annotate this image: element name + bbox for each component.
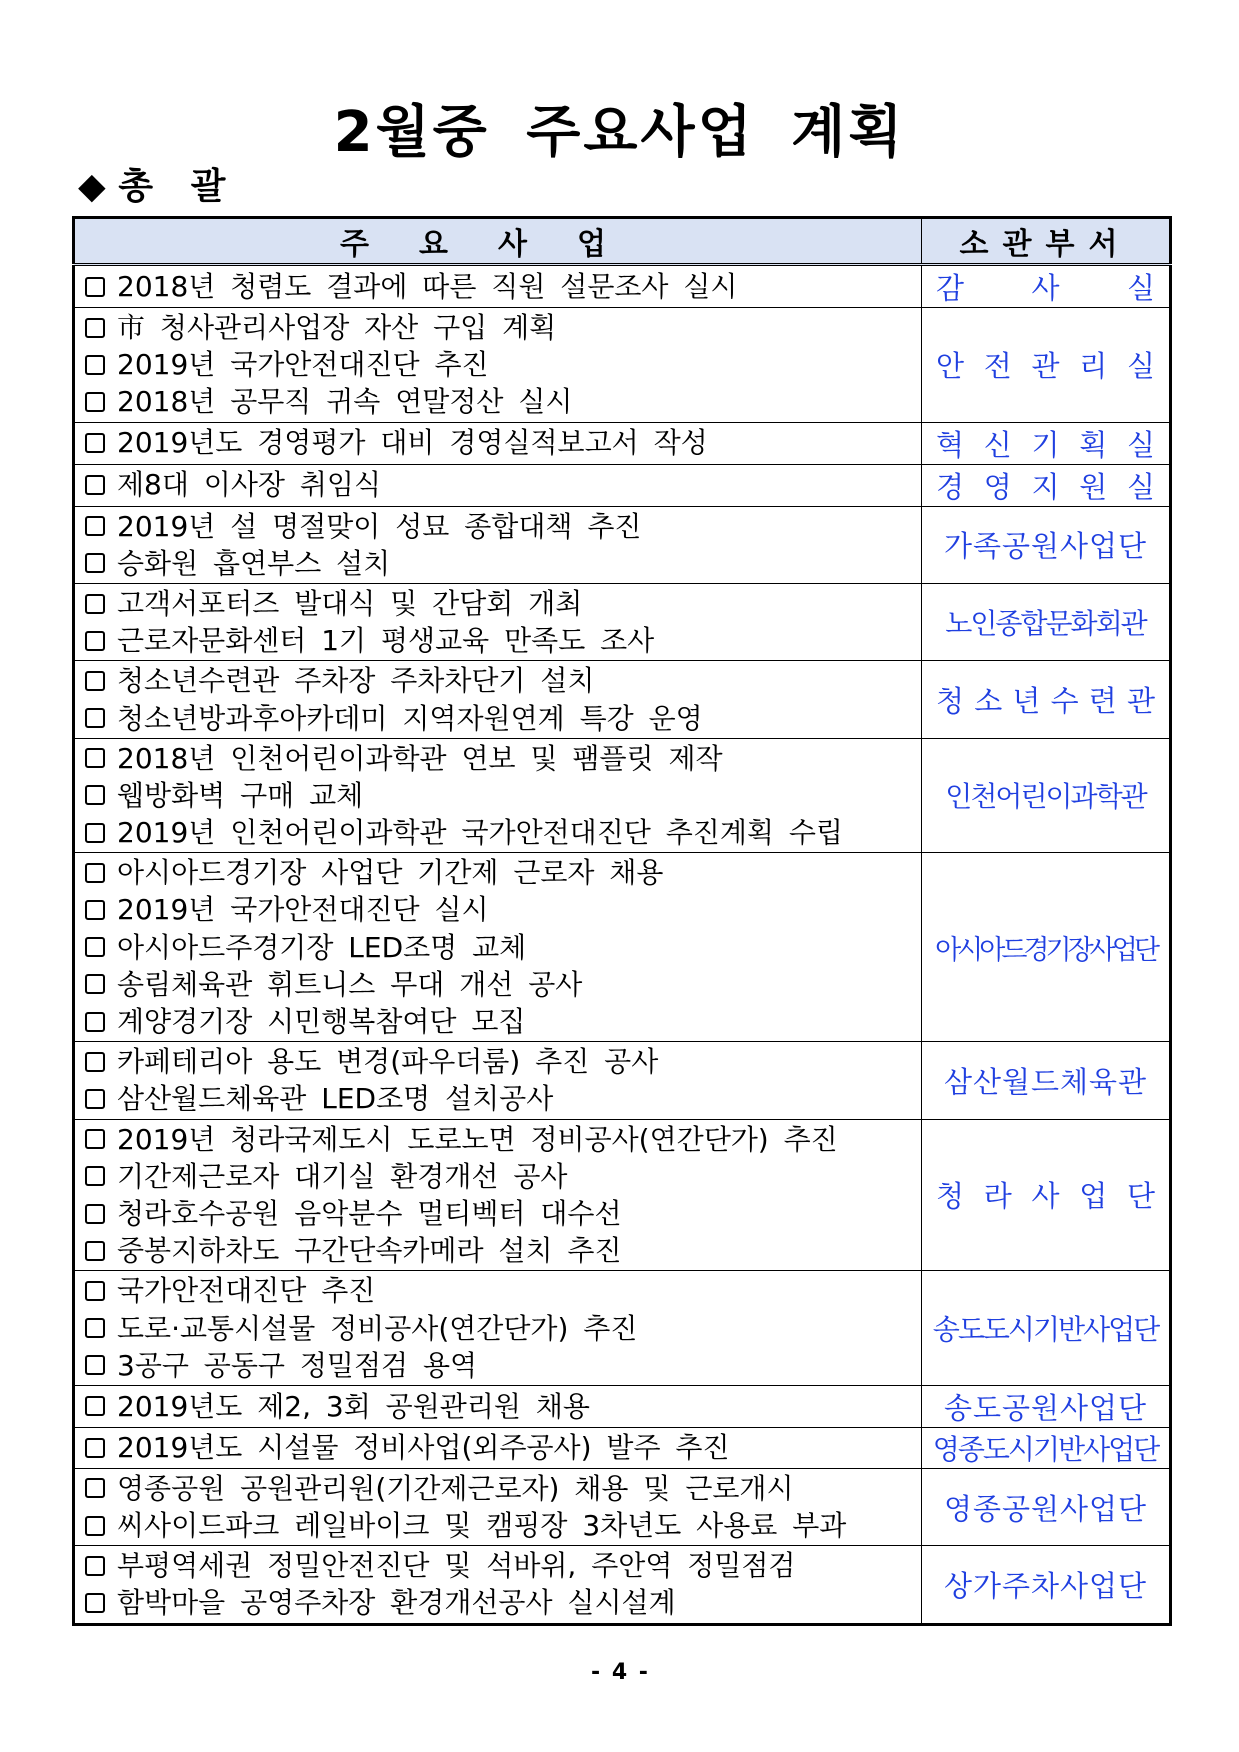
- department-cell: [922, 1427, 1171, 1468]
- table-row: [74, 738, 1171, 853]
- header-department: 소관부서: [922, 218, 1171, 265]
- department-cell: [922, 265, 1171, 308]
- page-number: - 4 -: [591, 1660, 648, 1685]
- business-item-label: 2019년 청라국제도시 도로노면 정비공사(연간단가) 추진: [117, 1122, 838, 1156]
- business-item: [85, 424, 915, 461]
- section-heading: ◆ 총 괄: [78, 166, 226, 207]
- business-items-cell: [74, 853, 922, 1042]
- business-item: [85, 268, 915, 305]
- business-item: [85, 1080, 915, 1117]
- department-label: [930, 1174, 1161, 1215]
- checkbox-square-icon: [85, 1204, 105, 1224]
- business-items-cell: [74, 1271, 922, 1386]
- business-items-cell: [74, 506, 922, 583]
- business-item: [85, 1003, 915, 1040]
- table-row: [74, 464, 1171, 506]
- business-item-label: 청소년수련관 주차장 주차차단기 설치: [117, 664, 595, 698]
- business-item-label: 2019년 국가안전대진단 실시: [117, 893, 489, 927]
- business-item: [85, 545, 915, 582]
- department-label: 송도도시기반사업단: [932, 1313, 1159, 1347]
- business-items-cell: [74, 1468, 922, 1545]
- table-row: [74, 265, 1171, 308]
- department-cell: [922, 506, 1171, 583]
- business-item-label: 2019년 국가안전대진단 추진: [117, 348, 489, 382]
- business-item: [85, 508, 915, 545]
- business-item-label: 아시아드주경기장 LED조명 교체: [117, 930, 527, 964]
- table-row: [74, 583, 1171, 660]
- checkbox-square-icon: [85, 708, 105, 728]
- department-label-char: 기: [1031, 427, 1060, 462]
- business-item-label: 카페테리아 용도 변경(파우더룸) 추진 공사: [117, 1045, 659, 1079]
- department-label-char: 관: [1126, 684, 1155, 718]
- checkbox-square-icon: [85, 1166, 105, 1186]
- checkbox-square-icon: [85, 277, 105, 297]
- table-row: [74, 1271, 1171, 1386]
- department-label: 가족공원사업단: [943, 529, 1148, 564]
- page-title: 2월중 주요사업 계획: [333, 100, 906, 165]
- checkbox-square-icon: [85, 475, 105, 495]
- business-item-label: 3공구 공동구 정밀점검 용역: [117, 1348, 478, 1382]
- department-label-char: 전: [983, 349, 1012, 384]
- department-label-char: 련: [1088, 684, 1117, 718]
- department-label: 영종도시기반사업단: [932, 1432, 1159, 1466]
- department-cell: [922, 1042, 1171, 1119]
- checkbox-square-icon: [85, 1438, 105, 1458]
- department-label-char: 수: [1050, 684, 1079, 718]
- table-row: [74, 1546, 1171, 1624]
- checkbox-square-icon: [85, 785, 105, 805]
- department-label-char: 감: [936, 271, 965, 305]
- header-business: 주요사업: [74, 218, 922, 265]
- business-item-label: 청소년방과후아카데미 지역자원연계 특강 운영: [117, 701, 703, 735]
- checkbox-square-icon: [85, 1281, 105, 1301]
- department-cell: [922, 308, 1171, 423]
- business-item: [85, 891, 915, 928]
- checkbox-square-icon: [85, 1396, 105, 1416]
- business-item-label: 계양경기장 시민행복참여단 모집: [117, 1005, 526, 1038]
- department-label-char: 혁: [936, 427, 965, 462]
- business-item: [85, 814, 915, 851]
- department-label-char: 단: [1126, 1179, 1155, 1214]
- business-item-label: 2018년 청렴도 결과에 따른 직원 설문조사 실시: [117, 269, 738, 303]
- business-item: [85, 1310, 915, 1347]
- checkbox-square-icon: [85, 1355, 105, 1375]
- business-item: [85, 700, 915, 737]
- department-label-char: 업: [1079, 1179, 1108, 1214]
- business-item-label: 2019년 인천어린이과학관 국가안전대진단 추진계획 수립: [117, 816, 843, 850]
- business-items-cell: [74, 308, 922, 423]
- business-item: [85, 1121, 915, 1158]
- table-row: [74, 308, 1171, 423]
- checkbox-square-icon: [85, 553, 105, 573]
- business-item-label: 도로·교통시설물 정비공사(연간단가) 추진: [117, 1311, 638, 1345]
- business-item: [85, 1195, 915, 1232]
- business-item-label: 영종공원 공원관리원(기간제근로자) 채용 및 근로개시: [117, 1471, 794, 1505]
- checkbox-square-icon: [85, 823, 105, 843]
- business-items-cell: [74, 661, 922, 738]
- business-item: [85, 383, 915, 420]
- business-item-label: 함박마을 공영주차장 환경개선공사 실시설계: [117, 1586, 676, 1620]
- department-label-char: 경: [936, 469, 965, 504]
- table-row: [74, 506, 1171, 583]
- department-label: 삼산월드체육관: [943, 1064, 1148, 1099]
- table-row: [74, 661, 1171, 738]
- department-label: 상가주차사업단: [943, 1568, 1148, 1603]
- business-items-cell: [74, 583, 922, 660]
- business-item-label: 국가안전대진단 추진: [117, 1274, 376, 1308]
- department-label-char: 관: [1031, 349, 1060, 384]
- business-item-label: 2019년도 시설물 정비사업(외주공사) 발주 추진: [117, 1431, 730, 1465]
- business-item: [85, 1388, 915, 1425]
- department-label: 송도공원사업단: [943, 1390, 1148, 1425]
- department-cell: [922, 422, 1171, 464]
- table-row: [74, 853, 1171, 1042]
- checkbox-square-icon: [85, 1478, 105, 1498]
- department-cell: [922, 738, 1171, 853]
- checkbox-square-icon: [85, 631, 105, 651]
- business-item-label: 삼산월드체육관 LED조명 설치공사: [117, 1082, 554, 1116]
- business-item-label: 씨사이드파크 레일바이크 및 캠핑장 3차년도 사용료 부과: [117, 1509, 847, 1543]
- table-row: [74, 1385, 1171, 1427]
- department-label: 노인종합문화회관: [945, 607, 1146, 641]
- department-label: [930, 423, 1161, 464]
- business-item: [85, 1043, 915, 1080]
- table-row: [74, 1042, 1171, 1119]
- business-item-label: 2019년도 경영평가 대비 경영실적보고서 작성: [117, 426, 708, 460]
- checkbox-square-icon: [85, 1318, 105, 1338]
- business-item-label: 중봉지하차도 구간단속카메라 설치 추진: [117, 1234, 622, 1268]
- business-items-cell: [74, 738, 922, 853]
- department-label-char: 실: [1126, 271, 1155, 305]
- business-item: [85, 854, 915, 891]
- checkbox-square-icon: [85, 594, 105, 614]
- department-label: 아시아드경기장사업단: [935, 934, 1156, 966]
- department-cell: [922, 1271, 1171, 1386]
- checkbox-square-icon: [85, 1012, 105, 1032]
- department-label: [930, 679, 1161, 720]
- department-cell: [922, 464, 1171, 506]
- business-item-label: 송림체육관 휘트니스 무대 개선 공사: [117, 967, 583, 1001]
- checkbox-square-icon: [85, 937, 105, 957]
- checkbox-square-icon: [85, 974, 105, 994]
- checkbox-square-icon: [85, 1516, 105, 1536]
- checkbox-square-icon: [85, 748, 105, 768]
- business-item: [85, 777, 915, 814]
- business-item: [85, 309, 915, 346]
- department-cell: [922, 661, 1171, 738]
- checkbox-square-icon: [85, 900, 105, 920]
- business-items-cell: [74, 422, 922, 464]
- checkbox-square-icon: [85, 671, 105, 691]
- department-label-char: 원: [1079, 469, 1108, 504]
- business-item: [85, 466, 915, 503]
- business-item: [85, 1232, 915, 1269]
- business-item: [85, 966, 915, 1003]
- department-label-char: 라: [983, 1179, 1012, 1214]
- department-label-char: 실: [1126, 427, 1155, 462]
- business-item: [85, 1347, 915, 1384]
- department-label-char: 년: [1012, 684, 1041, 718]
- department-label: [930, 344, 1161, 385]
- business-item-label: 2019년도 제2, 3회 공원관리원 채용: [117, 1389, 590, 1423]
- business-items-cell: [74, 464, 922, 506]
- checkbox-square-icon: [85, 1129, 105, 1149]
- business-item: [85, 1429, 915, 1466]
- business-items-cell: [74, 1119, 922, 1271]
- business-item: [85, 1584, 915, 1621]
- business-item-label: 청라호수공원 음악분수 멀티벡터 대수선: [117, 1196, 622, 1230]
- business-item-label: 근로자문화센터 1기 평생교육 만족도 조사: [117, 624, 655, 658]
- table-row: [74, 422, 1171, 464]
- department-cell: [922, 1546, 1171, 1624]
- business-item-label: 2018년 인천어린이과학관 연보 및 팸플릿 제작: [117, 741, 723, 775]
- department-label-char: 신: [983, 427, 1012, 462]
- department-label: 인천어린이과학관: [945, 780, 1146, 814]
- business-item: [85, 585, 915, 622]
- department-label-char: 사: [1031, 1179, 1060, 1214]
- department-label-char: 안: [936, 349, 965, 384]
- checkbox-square-icon: [85, 355, 105, 375]
- business-item: [85, 346, 915, 383]
- business-item: [85, 1547, 915, 1584]
- department-label-char: 실: [1126, 469, 1155, 504]
- business-items-cell: [74, 1427, 922, 1468]
- department-cell: [922, 1468, 1171, 1545]
- business-items-cell: [74, 265, 922, 308]
- table-header-row: [74, 218, 1171, 265]
- business-item: [85, 740, 915, 777]
- department-label-char: 청: [936, 684, 965, 718]
- business-items-cell: [74, 1042, 922, 1119]
- business-item-label: 제8대 이사장 취임식: [117, 468, 382, 502]
- checkbox-square-icon: [85, 392, 105, 412]
- business-item-label: 승화원 흡연부스 설치: [117, 546, 391, 580]
- department-label-char: 소: [974, 684, 1003, 718]
- table-body: [74, 265, 1171, 1625]
- business-item-label: 기간제근로자 대기실 환경개선 공사: [117, 1159, 568, 1193]
- department-label: [930, 465, 1161, 506]
- checkbox-square-icon: [85, 1593, 105, 1613]
- department-label: 영종공원사업단: [943, 1491, 1148, 1526]
- department-label-char: 실: [1126, 349, 1155, 384]
- department-label-char: 리: [1079, 349, 1108, 384]
- department-label-char: 지: [1031, 469, 1060, 504]
- checkbox-square-icon: [85, 516, 105, 536]
- checkbox-square-icon: [85, 1089, 105, 1109]
- table-row: [74, 1119, 1171, 1271]
- business-items-cell: [74, 1546, 922, 1624]
- checkbox-square-icon: [85, 1241, 105, 1261]
- business-item-label: 市 청사관리사업장 자산 구입 계획: [117, 311, 557, 344]
- business-item: [85, 1272, 915, 1309]
- department-label-char: 청: [936, 1179, 965, 1214]
- department-label-char: 사: [1031, 271, 1060, 305]
- checkbox-square-icon: [85, 433, 105, 453]
- business-item: [85, 1470, 915, 1507]
- business-item: [85, 1158, 915, 1195]
- checkbox-square-icon: [85, 1052, 105, 1072]
- department-cell: [922, 853, 1171, 1042]
- business-item-label: 아시아드경기장 사업단 기간제 근로자 채용: [117, 856, 664, 890]
- checkbox-square-icon: [85, 863, 105, 883]
- business-item: [85, 622, 915, 659]
- table-row: [74, 1468, 1171, 1545]
- department-cell: [922, 1119, 1171, 1271]
- business-items-cell: [74, 1385, 922, 1427]
- business-item-label: 고객서포터즈 발대식 및 간담회 개최: [117, 586, 583, 620]
- business-item-label: 부평역세권 정밀안전진단 및 석바위, 주안역 정밀점검: [117, 1549, 796, 1583]
- business-plan-table: [72, 216, 1172, 1626]
- department-label: [930, 266, 1161, 307]
- department-cell: [922, 1385, 1171, 1427]
- business-item-label: 웹방화벽 구매 교체: [117, 778, 364, 812]
- business-item: [85, 1507, 915, 1544]
- business-item: [85, 929, 915, 966]
- business-item-label: 2019년 설 명절맞이 성묘 종합대책 추진: [117, 509, 642, 543]
- business-item: [85, 662, 915, 699]
- checkbox-square-icon: [85, 318, 105, 338]
- checkbox-square-icon: [85, 1556, 105, 1576]
- department-label-char: 영: [983, 469, 1012, 504]
- department-cell: [922, 583, 1171, 660]
- table-row: [74, 1427, 1171, 1468]
- business-item-label: 2018년 공무직 귀속 연말정산 실시: [117, 385, 573, 419]
- department-label-char: 획: [1079, 427, 1108, 462]
